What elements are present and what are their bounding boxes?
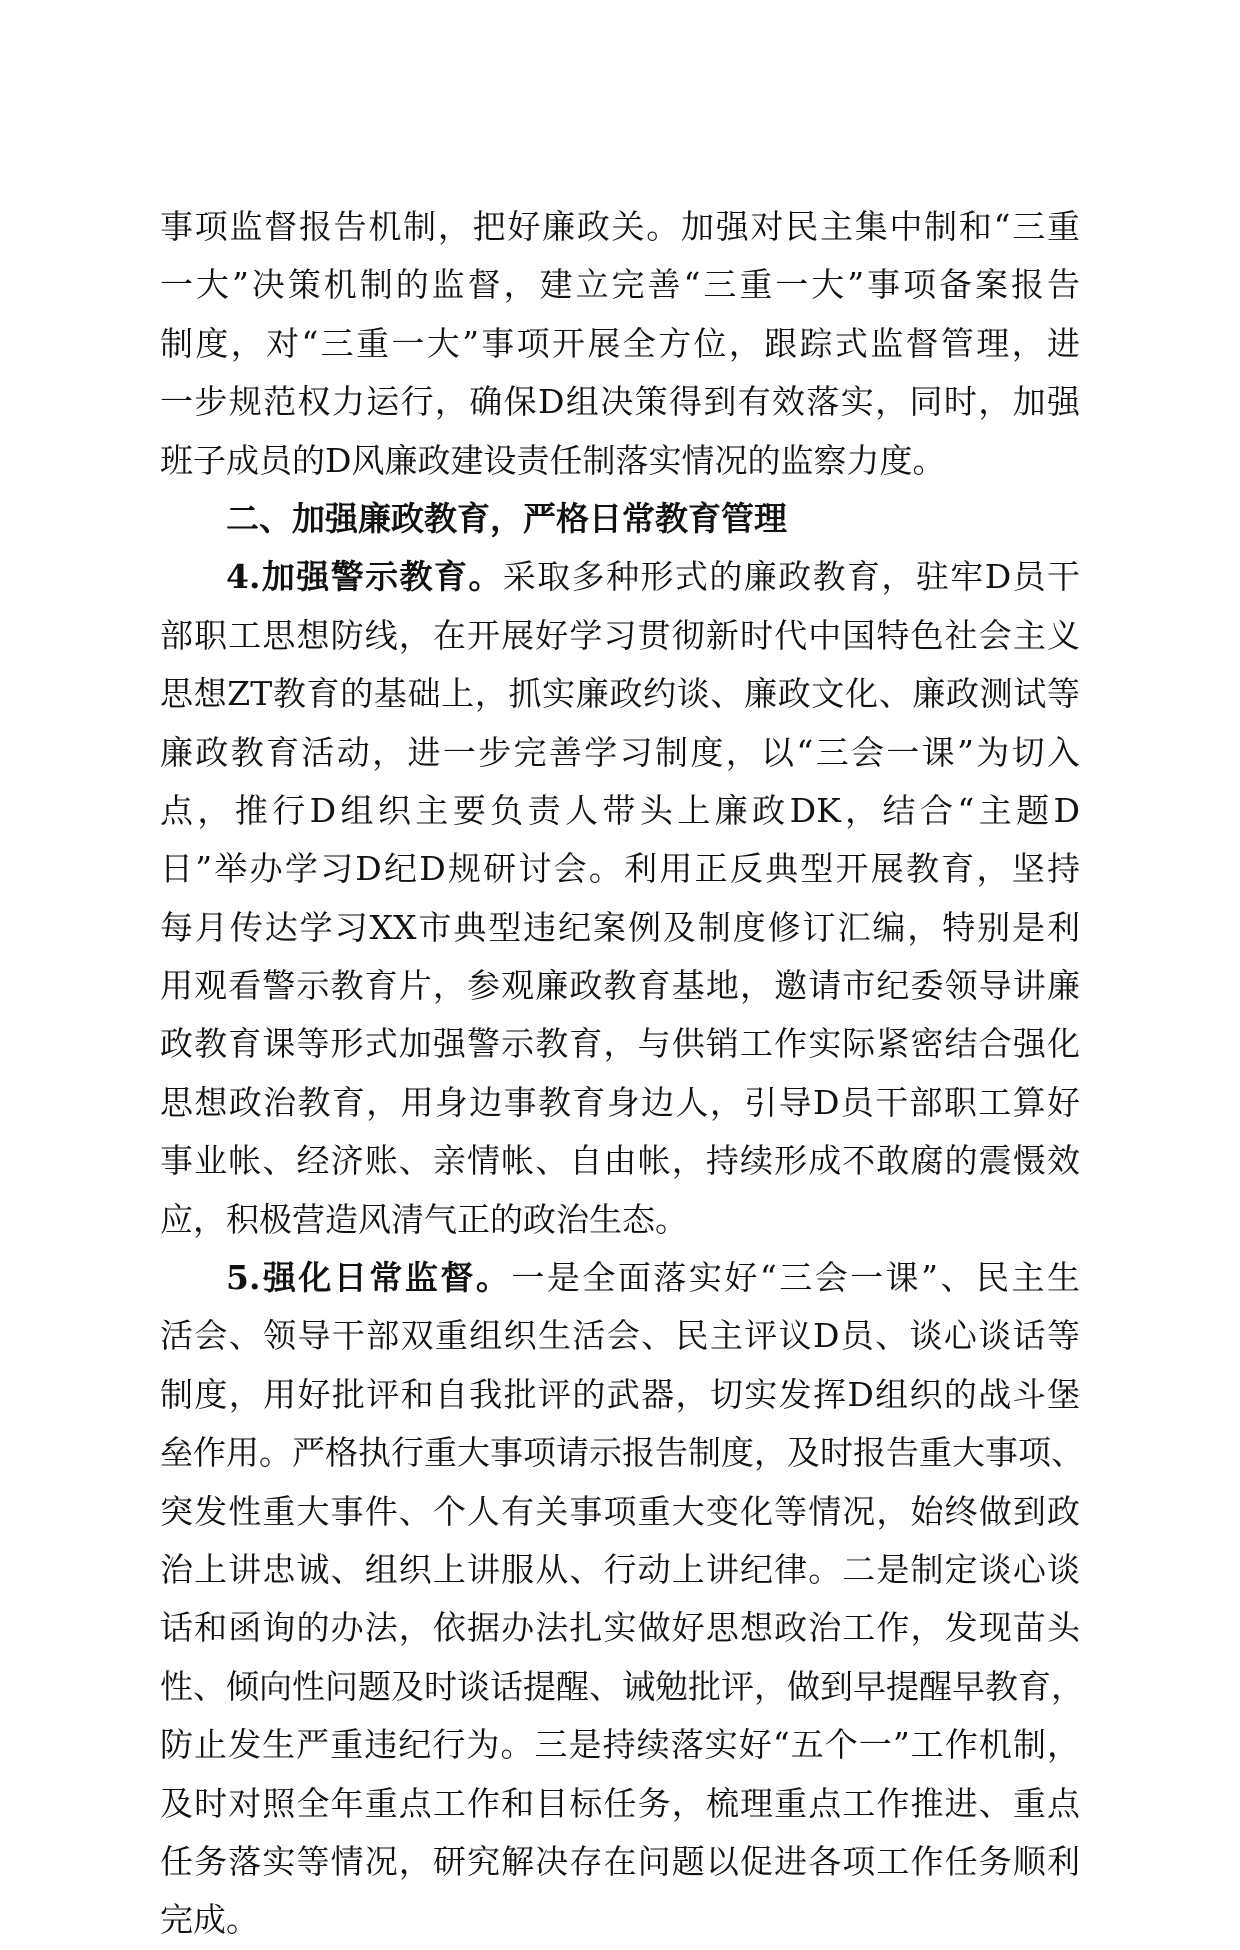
text-line: 及时对照全年重点工作和目标任务，梳理重点工作推进、重点 (160, 1783, 1080, 1823)
text-line: 治上讲忠诚、组织上讲服从、行动上讲纪律。二是制定谈心谈 (160, 1549, 1080, 1589)
item-text: 一是全面落实好“三会一课”、民主生 (511, 1258, 1080, 1298)
document-page (160, 198, 1084, 1950)
text-line: 廉政教育活动，进一步完善学习制度，以“三会一课”为切入 (160, 732, 1080, 772)
text-line: 防止发生严重违纪行为。三是持续落实好“五个一”工作机制， (160, 1725, 1080, 1765)
text-line: 用观看警示教育片，参观廉政教育基地，邀请市纪委领导讲廉 (160, 966, 1080, 1006)
paragraph-item-5 (160, 1249, 1084, 1950)
text-line: 活会、领导干部双重组织生活会、民主评议D员、谈心谈话等 (160, 1316, 1080, 1356)
item-lead: 4.加强警示教育。 (226, 557, 503, 597)
text-line: 点，推行D组织主要负责人带头上廉政DK，结合“主题D (160, 790, 1080, 830)
item-text: 采取多种形式的廉政教育，驻牢D员干 (502, 557, 1080, 597)
paragraph-continuation (160, 198, 1080, 490)
text-line: 每月传达学习XX市典型违纪案例及制度修订汇编，特别是利 (160, 907, 1080, 947)
text-line: 一步规范权力运行，确保D组决策得到有效落实，同时，加强 (160, 382, 1080, 422)
text-line: 性、倾向性问题及时谈话提醒、诫勉批评，做到早提醒早教育， (160, 1666, 1084, 1706)
text-line: 垒作用。严格执行重大事项请示报告制度，及时报告重大事项、 (160, 1433, 1084, 1473)
text-line: 政教育课等形式加强警示教育，与供销工作实际紧密结合强化 (160, 1024, 1080, 1064)
text-line: 班子成员的D风廉政建设责任制落实情况的监察力度。 (160, 440, 946, 480)
paragraph-item-4 (160, 548, 1080, 1249)
text-line: 话和函询的办法，依据办法扎实做好思想政治工作，发现苗头 (160, 1608, 1080, 1648)
text-line: 任务落实等情况，研究解决存在问题以促进各项工作任务顺利 (160, 1841, 1080, 1881)
text-line: 事业帐、经济账、亲情帐、自由帐，持续形成不敢腐的震慑效 (160, 1141, 1080, 1181)
text-line: 思想政治教育，用身边事教育身边人，引导D员干部职工算好 (160, 1082, 1080, 1122)
text-line: 日”举办学习D纪D规研讨会。利用正反典型开展教育，坚持 (160, 849, 1080, 889)
text-line: 制度，用好批评和自我批评的武器，切实发挥D组织的战斗堡 (160, 1374, 1080, 1414)
text-line: 事项监督报告机制，把好廉政关。加强对民主集中制和“三重 (160, 207, 1080, 246)
text-line: 思想ZT教育的基础上，抓实廉政约谈、廉政文化、廉政测试等 (160, 674, 1080, 714)
item-lead: 5.强化日常监督。 (226, 1258, 512, 1298)
text-line (160, 548, 1080, 606)
text-line: 完成。 (160, 1900, 259, 1940)
text-line: 突发性重大事件、个人有关事项重大变化等情况，始终做到政 (160, 1491, 1080, 1531)
text-line: 部职工思想防线，在开展好学习贯彻新时代中国特色社会主义 (160, 615, 1080, 655)
text-line: 一大”决策机制的监督，建立完善“三重一大”事项备案报告 (160, 265, 1080, 305)
section-heading: 二、加强廉政教育，严格日常教育管理 (226, 498, 787, 538)
text-line (160, 1249, 1080, 1307)
text-line: 应，积极营造风清气正的政治生态。 (160, 1199, 688, 1239)
text-line: 制度，对“三重一大”事项开展全方位，跟踪式监督管理，进 (160, 323, 1080, 363)
